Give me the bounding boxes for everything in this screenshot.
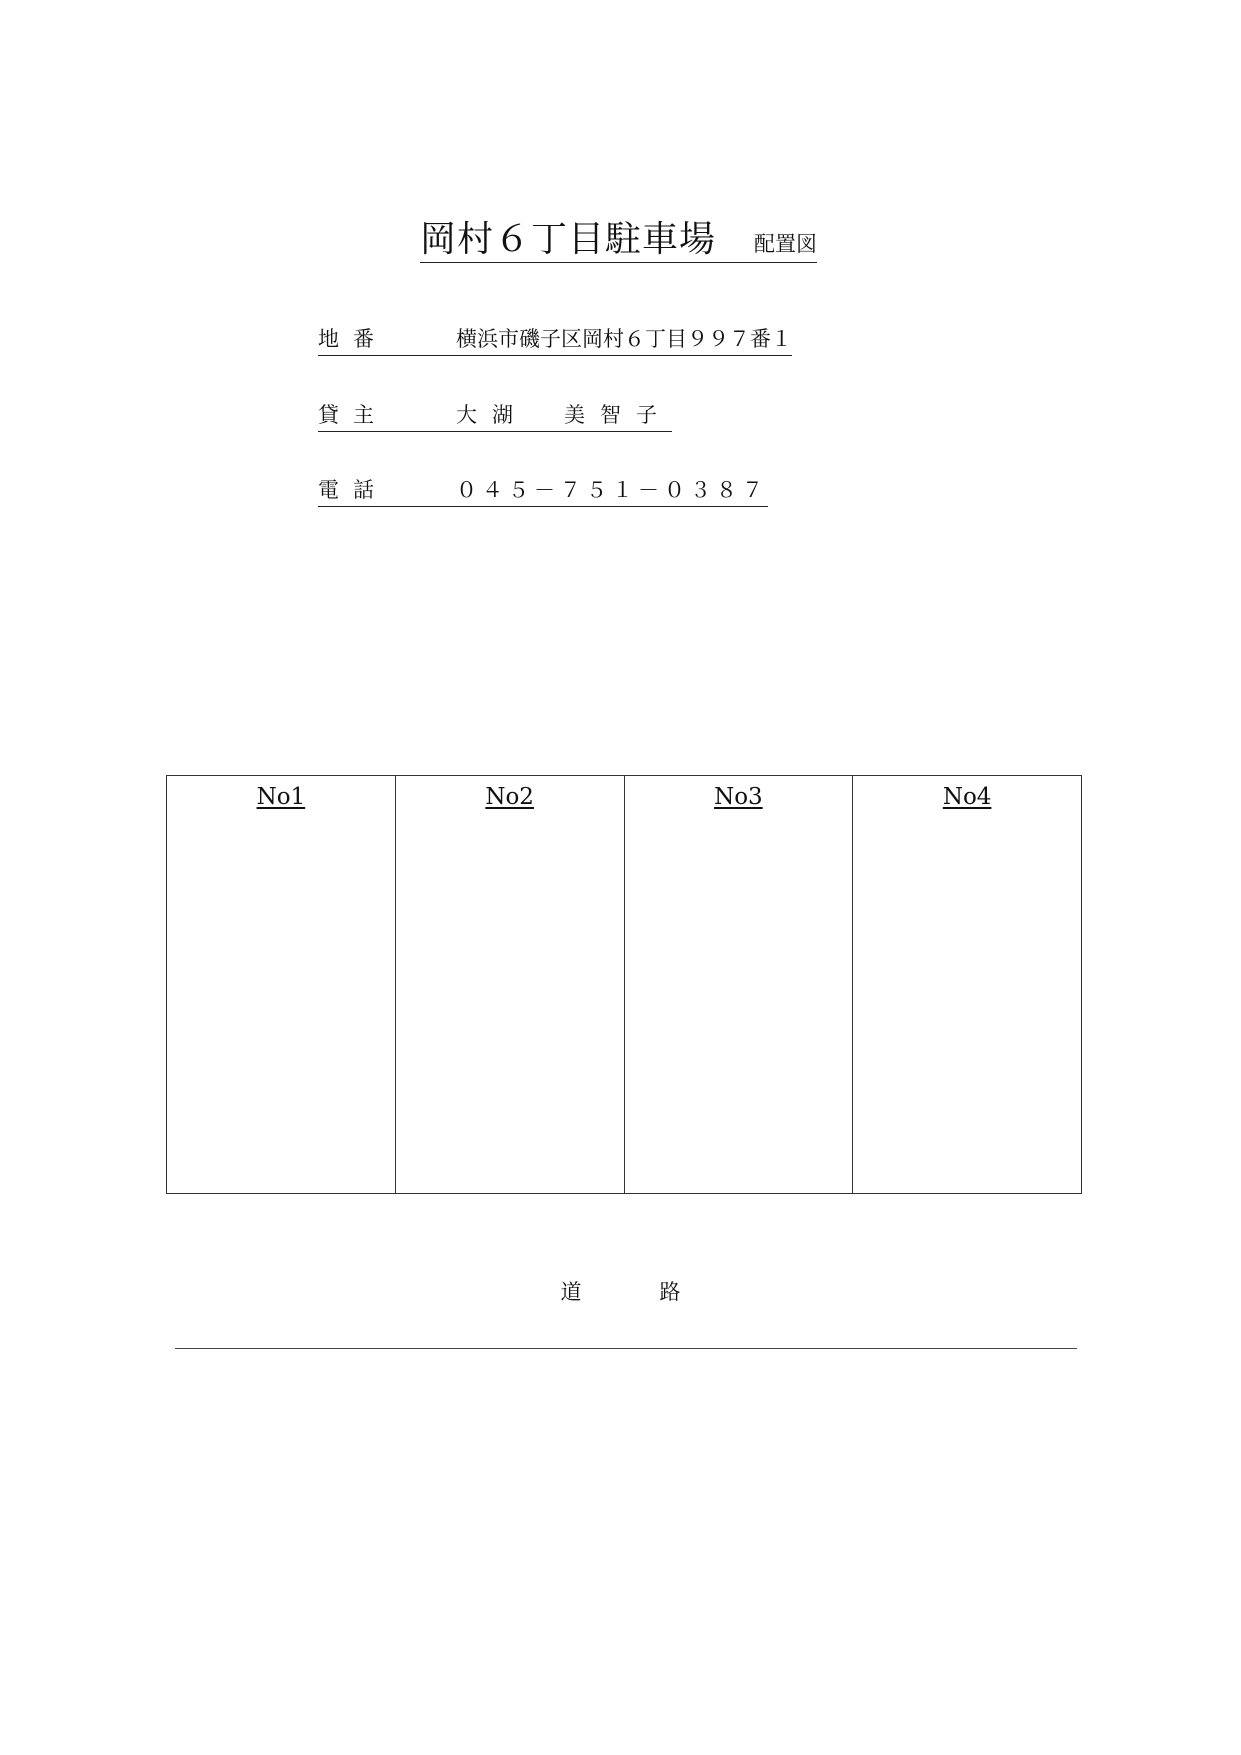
phone-label: 電話 <box>318 478 388 502</box>
address-row <box>318 329 792 356</box>
phone-value: ０４５－７５１－０３８７ <box>456 478 768 502</box>
lot-label: No1 <box>256 784 306 810</box>
address-label: 地番 <box>318 327 388 351</box>
address-value: 横浜市磯子区岡村６丁目９９７番１ <box>456 327 792 351</box>
road-label: 道路 <box>560 1280 759 1304</box>
parking-lot-4 <box>853 776 1082 1194</box>
parking-lot-row <box>167 776 1082 1194</box>
phone-row <box>318 480 768 507</box>
owner-value: 大湖 美智子 <box>456 403 672 427</box>
title-subtitle: 配置図 <box>754 232 818 256</box>
lot-label: No2 <box>485 784 534 810</box>
document-title <box>420 219 818 263</box>
owner-label: 貸主 <box>318 403 388 427</box>
lot-label: No4 <box>942 784 992 810</box>
owner-row <box>318 405 672 432</box>
parking-lot-1 <box>167 776 396 1194</box>
parking-lot-3 <box>624 776 853 1194</box>
road-line <box>175 1348 1077 1349</box>
lot-label: No3 <box>714 784 763 810</box>
parking-layout-table <box>166 775 1082 1194</box>
title-main: 岡村６丁目駐車場 <box>420 219 717 260</box>
parking-lot-2 <box>395 776 624 1194</box>
